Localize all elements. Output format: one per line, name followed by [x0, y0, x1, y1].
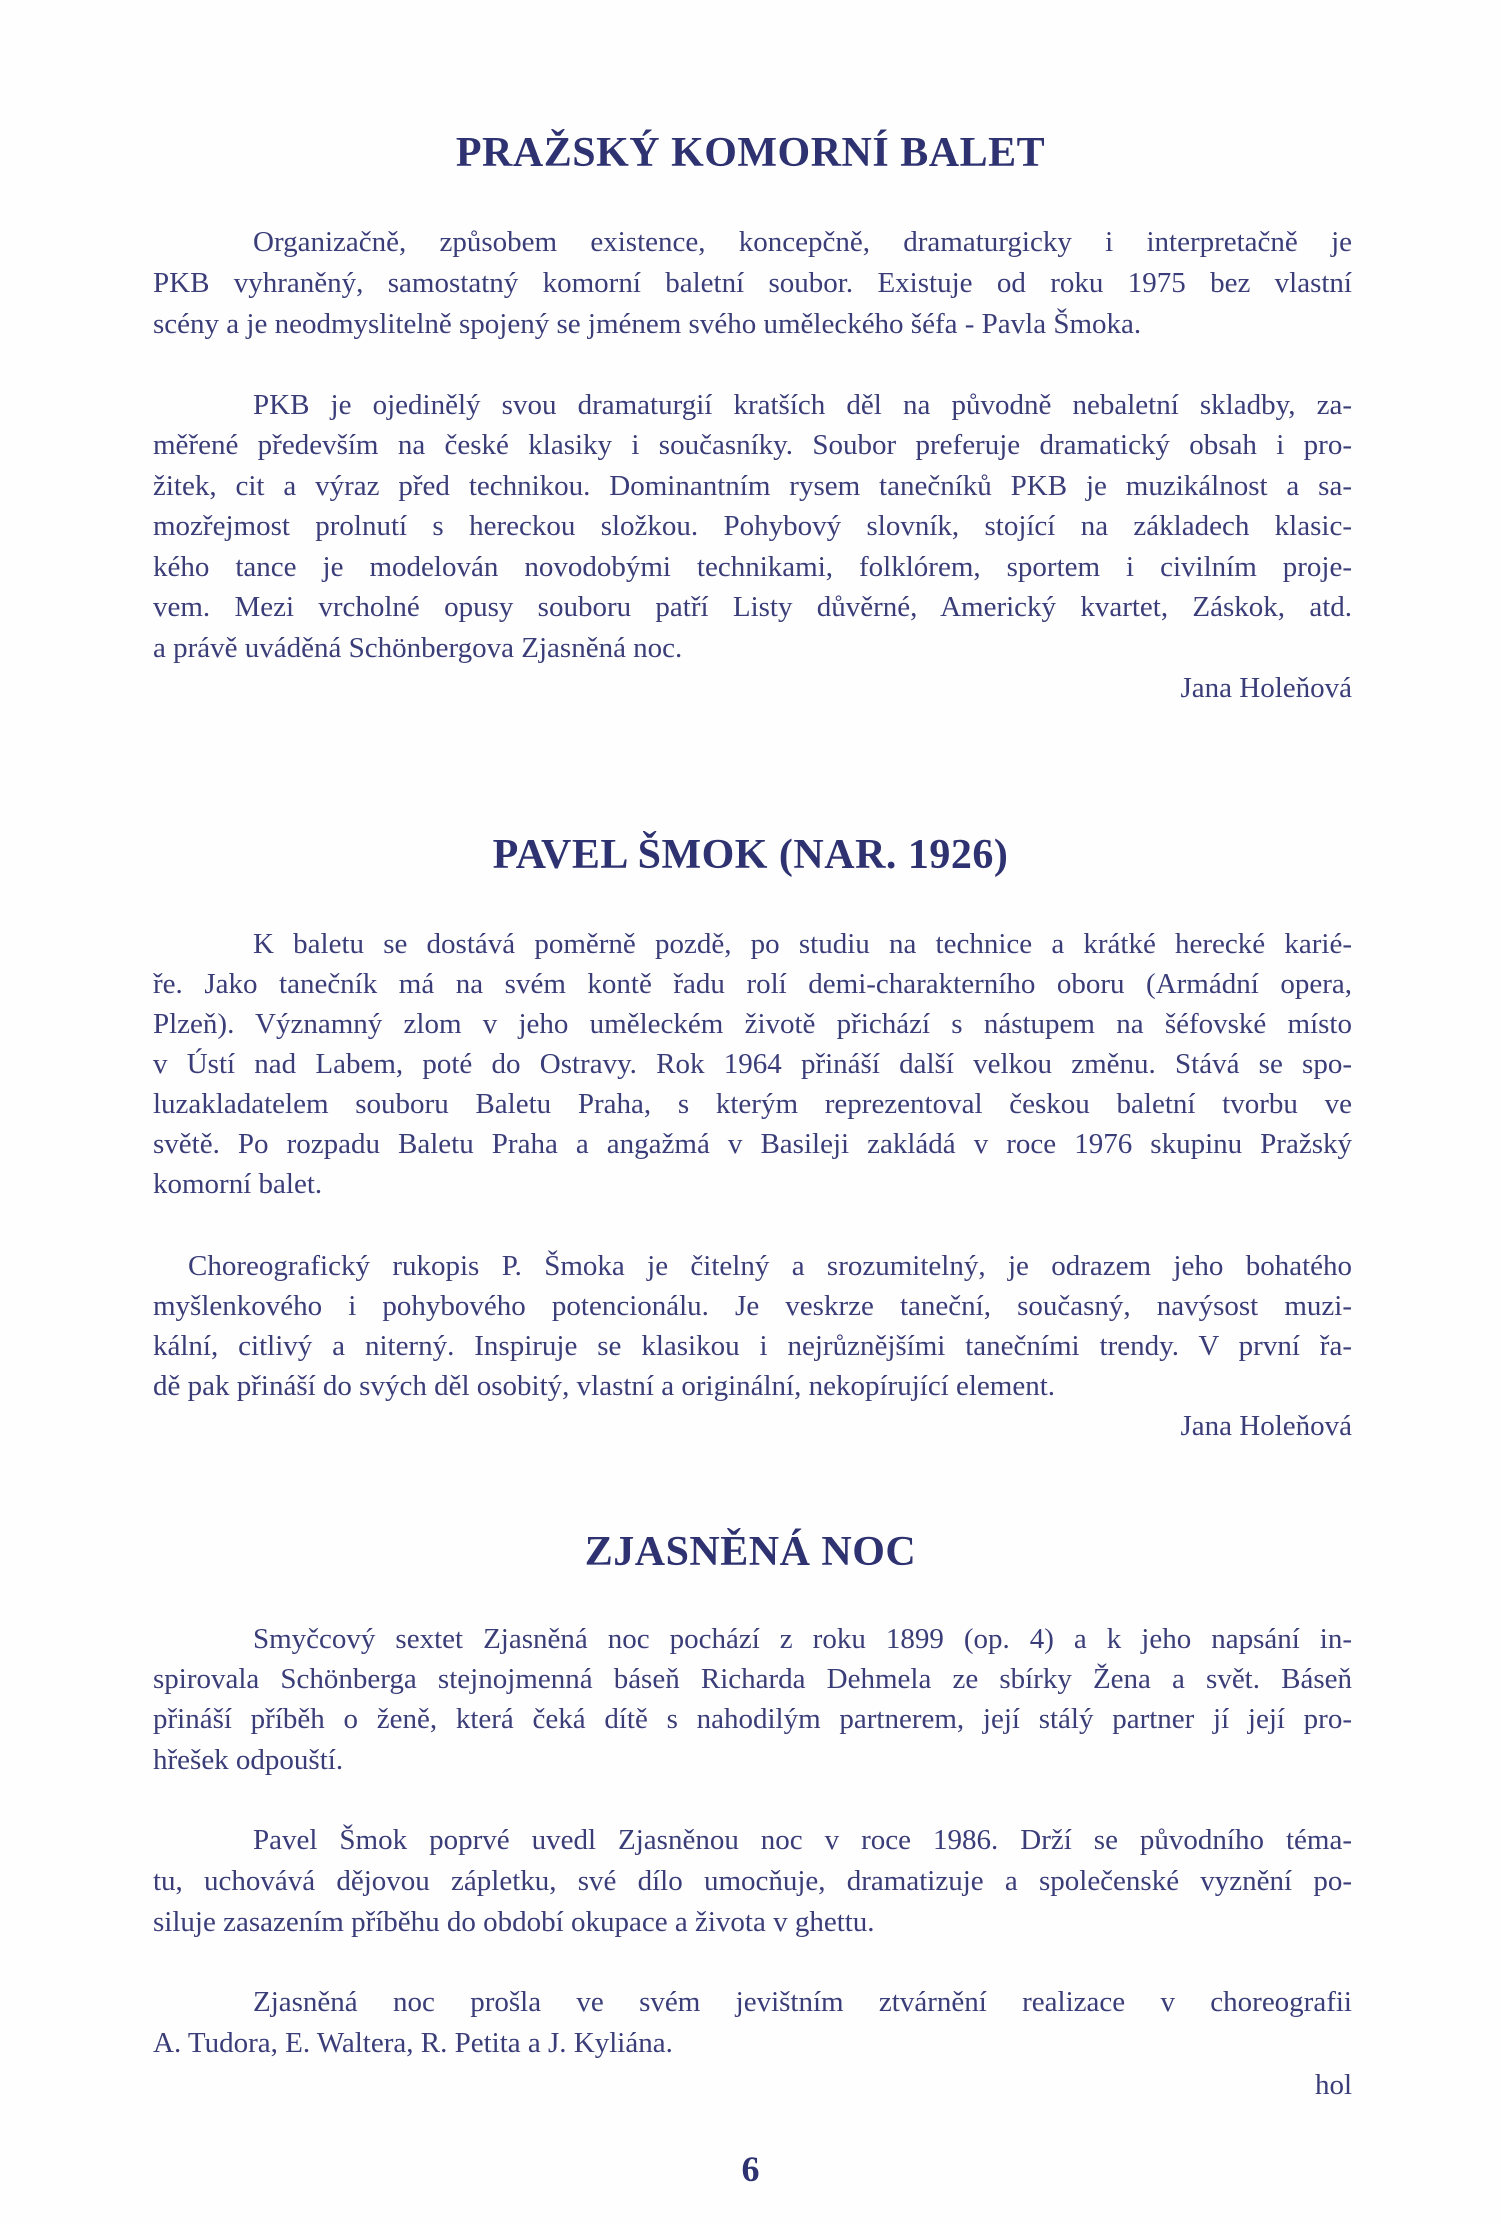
text-line: hřešek odpouští.: [153, 1744, 344, 1776]
text-line: PKB vyhraněný, samostatný komorní baletní soubor. Existuje od roku 1975 bez vlastní: [153, 267, 1352, 299]
text-line: A. Tudora, E. Waltera, R. Petita a J. Kyliána.: [153, 2027, 673, 2059]
text-line: měřené především na české klasiky i současníky. Soubor preferuje dramatický obsah i pro-: [153, 429, 1352, 461]
text-line: kální, citlivý a niterný. Inspiruje se klasikou i nejrůznějšími tanečními trendy. V první řa-: [153, 1330, 1352, 1362]
text-line: Organizačně, způsobem existence, koncepčně, dramaturgicky i interpretačně je: [253, 226, 1352, 258]
section-title-prazsky-komorni-balet: PRAŽSKÝ KOMORNÍ BALET: [455, 130, 1046, 176]
text-line: v Ústí nad Labem, poté do Ostravy. Rok 1964 přináší další velkou změnu. Stává se spo-: [153, 1048, 1352, 1080]
text-line: ře. Jako tanečník má na svém kontě řadu rolí demi-charakterního oboru (Armádní opera,: [153, 968, 1352, 1000]
text-line: PKB je ojedinělý svou dramaturgií kratších děl na původně nebaletní skladby, za-: [253, 389, 1352, 421]
text-line: Zjasněná noc prošla ve svém jevištním ztvárnění realizace v choreografii: [253, 1986, 1352, 2018]
section-title-pavel-smok: PAVEL ŠMOK (NAR. 1926): [492, 832, 1009, 878]
text-line: scény a je neodmyslitelně spojený se jménem svého uměleckého šéfa - Pavla Šmoka.: [153, 308, 1142, 340]
text-line: Smyčcový sextet Zjasněná noc pochází z roku 1899 (op. 4) a k jeho napsání in-: [253, 1623, 1352, 1655]
text-line: luzakladatelem souboru Baletu Praha, s kterým reprezentoval českou baletní tvorbu ve: [153, 1088, 1352, 1120]
author-signature: hol: [1314, 2069, 1352, 2101]
author-signature: Jana Holeňová: [1180, 672, 1352, 704]
text-line: dě pak přináší do svých děl osobitý, vlastní a originální, nekopírující element.: [153, 1370, 1056, 1402]
text-line: K baletu se dostává poměrně pozdě, po studiu na technice a krátké herecké karié-: [253, 928, 1352, 960]
text-line: přináší příběh o ženě, která čeká dítě s nahodilým partnerem, její stálý partner jí její pro-: [153, 1703, 1352, 1735]
section-title-zjasnena-noc: ZJASNĚNÁ NOC: [584, 1529, 917, 1575]
text-line: Plzeň). Významný zlom v jeho uměleckém životě přichází s nástupem na šéfovské místo: [153, 1008, 1352, 1040]
text-line: kého tance je modelován novodobými technikami, folklórem, sportem i civilním proje-: [153, 551, 1352, 583]
text-line: mozřejmost prolnutí s hereckou složkou. Pohybový slovník, stojící na základech klasic-: [153, 510, 1352, 542]
text-line: siluje zasazením příběhu do období okupace a života v ghettu.: [153, 1906, 875, 1938]
text-line: Choreografický rukopis P. Šmoka je čitelný a srozumitelný, je odrazem jeho bohatého: [188, 1250, 1352, 1282]
text-line: myšlenkového i pohybového potencionálu. Je veskrze taneční, současný, navýsost muzi-: [153, 1290, 1352, 1322]
text-line: spirovala Schönberga stejnojmenná báseň Richarda Dehmela ze sbírky Žena a svět. Báseň: [153, 1663, 1352, 1695]
page-number: 6: [741, 2149, 760, 2189]
text-line: žitek, cit a výraz před technikou. Dominantním rysem tanečníků PKB je muzikálnost a sa-: [153, 470, 1352, 502]
text-line: světě. Po rozpadu Baletu Praha a angažmá v Basileji zakládá v roce 1976 skupinu Pražský: [153, 1128, 1352, 1160]
text-line: tu, uchovává dějovou zápletku, své dílo umocňuje, dramatizuje a společenské vyznění po-: [153, 1865, 1352, 1897]
text-line: vem. Mezi vrcholné opusy souboru patří Listy důvěrné, Americký kvartet, Záskok, atd.: [153, 591, 1352, 623]
text-line: a právě uváděná Schönbergova Zjasněná noc.: [153, 632, 683, 664]
author-signature: Jana Holeňová: [1180, 1410, 1352, 1442]
text-line: komorní balet.: [153, 1168, 323, 1200]
text-line: Pavel Šmok poprvé uvedl Zjasněnou noc v roce 1986. Drží se původního téma-: [253, 1824, 1352, 1856]
